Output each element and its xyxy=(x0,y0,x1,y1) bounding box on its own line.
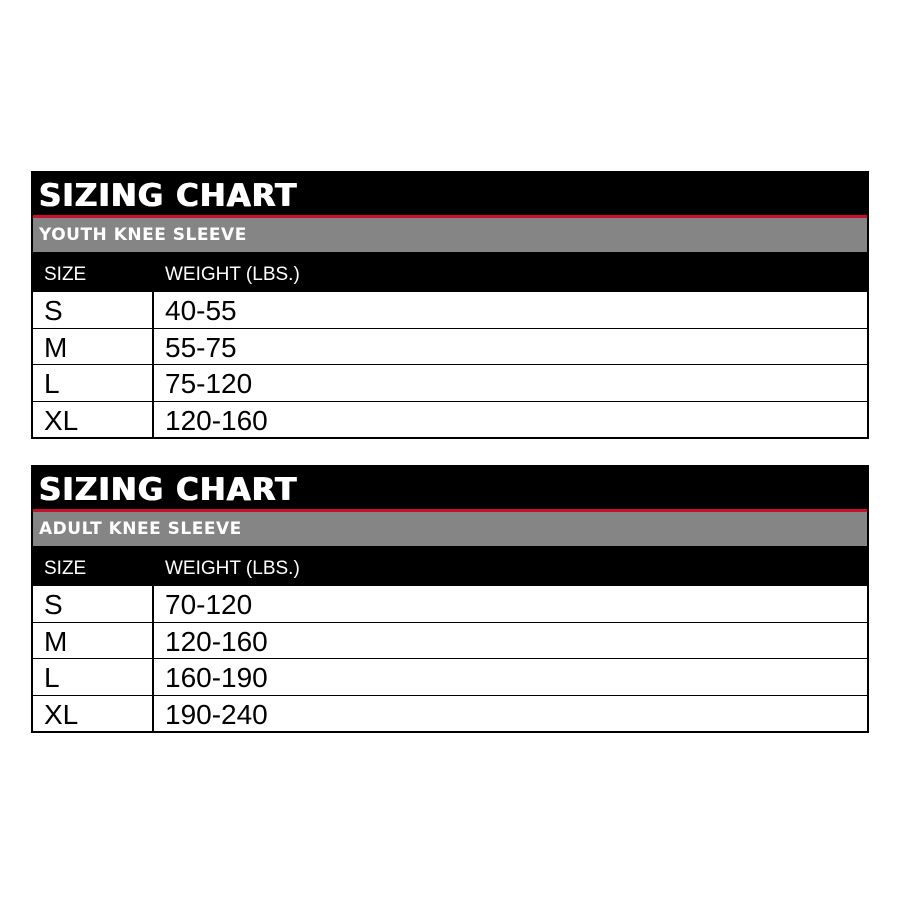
chart-subtitle: ADULT KNEE SLEEVE xyxy=(39,519,242,539)
cell-size: M xyxy=(44,331,68,363)
cell-size: L xyxy=(44,368,60,399)
cell-weight: 120-160 xyxy=(165,625,268,657)
youth-sizing-chart xyxy=(31,171,869,439)
cell-size: S xyxy=(44,295,63,326)
header-weight: WEIGHT (LBS.) xyxy=(165,264,300,285)
table-header-row xyxy=(33,252,867,291)
cell-weight: 55-75 xyxy=(165,331,237,363)
table-row xyxy=(33,695,867,732)
chart-subtitle-bar xyxy=(33,512,867,546)
header-weight: WEIGHT (LBS.) xyxy=(165,558,300,579)
chart-title: SIZING CHART xyxy=(39,472,298,508)
cell-weight: 40-55 xyxy=(165,295,237,326)
cell-weight: 120-160 xyxy=(165,404,268,436)
chart-subtitle-bar xyxy=(33,218,867,252)
table-row xyxy=(33,328,867,365)
table-body xyxy=(33,291,867,437)
cell-size: S xyxy=(44,589,63,620)
chart-title-bar xyxy=(33,467,867,512)
table-row xyxy=(33,364,867,401)
adult-sizing-chart xyxy=(31,465,869,733)
table-row xyxy=(33,401,867,438)
cell-weight: 75-120 xyxy=(165,368,253,399)
cell-weight: 190-240 xyxy=(165,698,268,730)
chart-subtitle: YOUTH KNEE SLEEVE xyxy=(39,225,247,245)
cell-size: XL xyxy=(44,698,79,730)
cell-weight: 70-120 xyxy=(165,589,253,620)
table-body xyxy=(33,585,867,731)
cell-size: M xyxy=(44,625,68,657)
cell-size: XL xyxy=(44,404,79,436)
chart-title-bar xyxy=(33,173,867,218)
table-row xyxy=(33,291,867,328)
table-header-row xyxy=(33,546,867,585)
header-size: SIZE xyxy=(44,558,87,579)
table-row xyxy=(33,622,867,659)
cell-size: L xyxy=(44,662,60,693)
table-row xyxy=(33,585,867,622)
cell-weight: 160-190 xyxy=(165,662,268,693)
chart-title: SIZING CHART xyxy=(39,178,298,214)
table-row xyxy=(33,658,867,695)
header-size: SIZE xyxy=(44,264,87,285)
